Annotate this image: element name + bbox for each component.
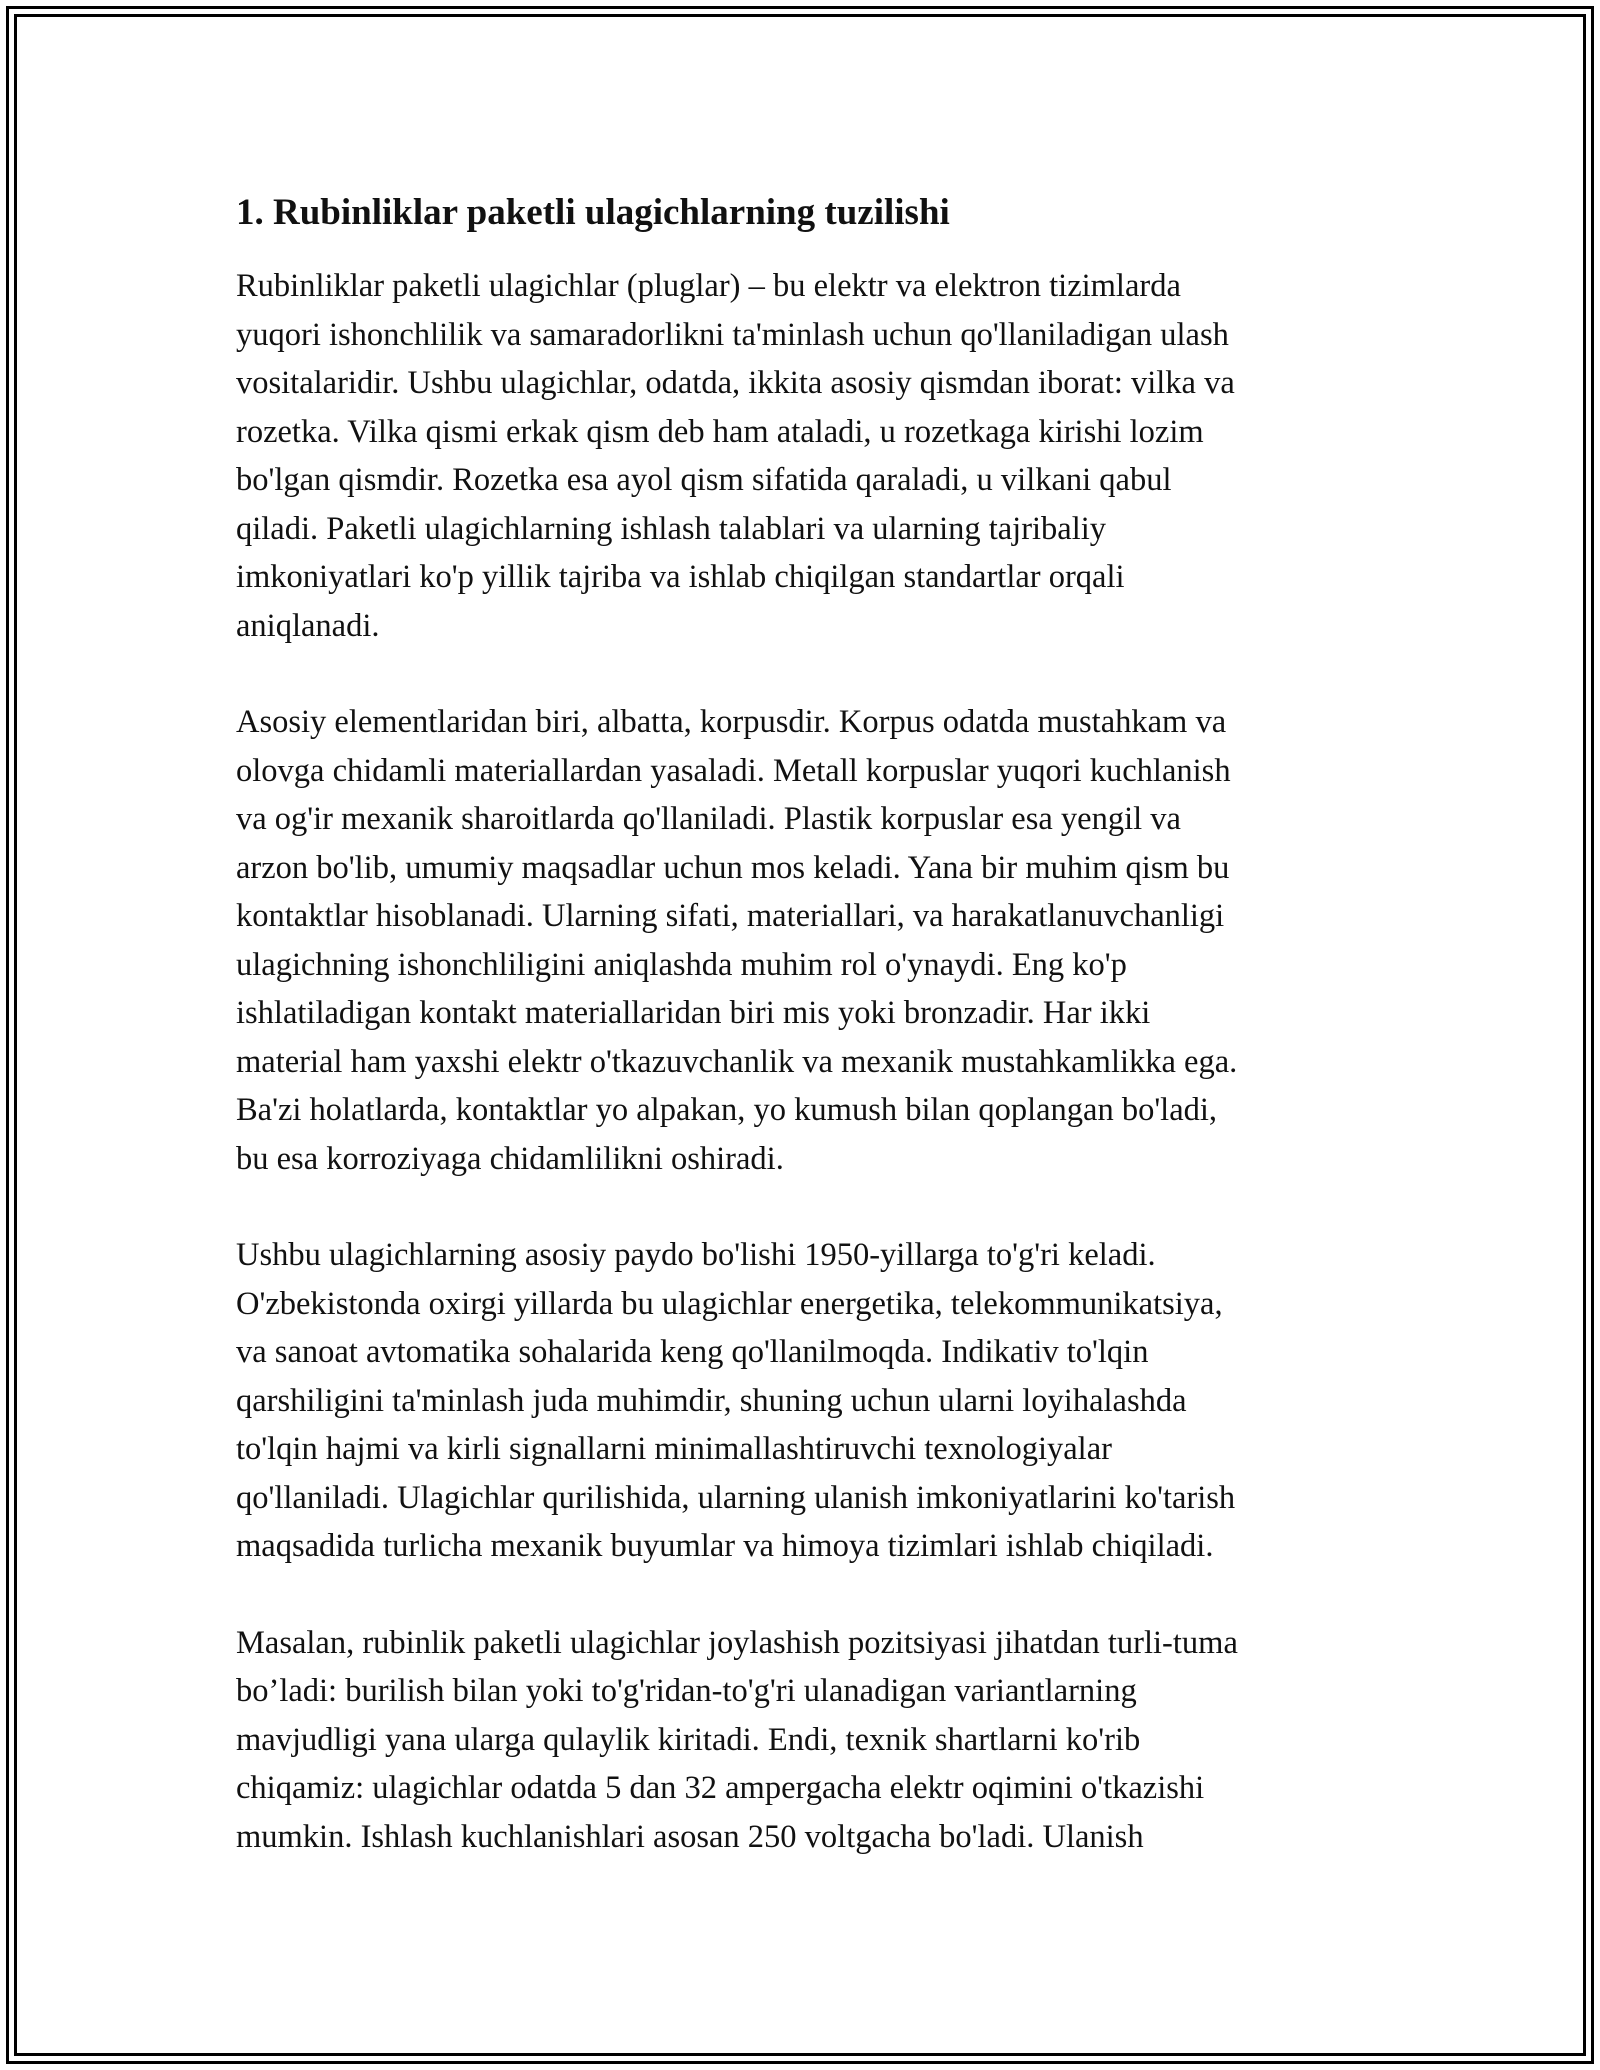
text-line: Asosiy elementlaridan biri, albatta, korpusdir. Korpus odatda mustahkam va: [236, 704, 1227, 740]
text-line: kontaktlar hisoblanadi. Ularning sifati, materiallari, va harakatlanuvchanligi: [236, 898, 1225, 934]
document-body: [236, 188, 1384, 1909]
paragraph-4: [236, 1619, 1384, 1862]
text-line: bo’ladi: burilish bilan yoki to'g'ridan-to'g'ri ulanadigan variantlarning: [236, 1673, 1137, 1709]
text-line: mumkin. Ishlash kuchlanishlari asosan 250 voltgacha bo'ladi. Ulanish: [236, 1818, 1144, 1855]
text-line: qo'llaniladi. Ulagichlar qurilishida, ularning ulanish imkoniyatlarini ko'tarish: [236, 1479, 1236, 1516]
text-line: yuqori ishonchlilik va samaradorlikni ta'minlash uchun qo'llaniladigan ulash: [236, 316, 1229, 353]
text-line: ishlatiladigan kontakt materiallaridan biri mis yoki bronzadir. Har ikki: [236, 995, 1151, 1031]
paragraph-3: [236, 1231, 1384, 1571]
text-line: qarshiligini ta'minlash juda muhimdir, shuning uchun ularni loyihalashda: [236, 1382, 1187, 1419]
text-line: bo'lgan qismdir. Rozetka esa ayol qism sifatida qaraladi, u vilkani qabul: [236, 462, 1172, 498]
text-line: va og'ir mexanik sharoitlarda qo'llaniladi. Plastik korpuslar esa yengil va: [236, 801, 1181, 837]
text-line: mavjudligi yana ularga qulaylik kiritadi. Endi, texnik shartlarni ko'rib: [236, 1721, 1141, 1758]
text-line: aniqlanadi.: [236, 607, 380, 644]
text-line: material ham yaxshi elektr o'tkazuvchanlik va mexanik mustahkamlikka ega.: [236, 1043, 1238, 1080]
text-line: to'lqin hajmi va kirli signallarni minimallashtiruvchi texnologiyalar: [236, 1431, 1112, 1467]
text-line: vositalaridir. Ushbu ulagichlar, odatda, ikkita asosiy qismdan iborat: vilka va: [236, 365, 1235, 401]
text-line: Ba'zi holatlarda, kontaktlar yo alpakan, yo kumush bilan qoplangan bo'ladi,: [236, 1092, 1218, 1128]
text-line: Rubinliklar paketli ulagichlar (pluglar) – bu elektr va elektron tizimlarda: [236, 268, 1181, 304]
text-line: olovga chidamli materiallardan yasaladi. Metall korpuslar yuqori kuchlanish: [236, 752, 1231, 789]
text-line: imkoniyatlari ko'p yillik tajriba va ishlab chiqilgan standartlar orqali: [236, 559, 1125, 595]
text-line: O'zbekistonda oxirgi yillarda bu ulagichlar energetika, telekommunikatsiya,: [236, 1285, 1223, 1322]
paragraph-2: [236, 698, 1384, 1183]
section-heading: 1. Rubinliklar paketli ulagichlarning tuzilishi: [236, 192, 950, 233]
text-line: Masalan, rubinlik paketli ulagichlar joylashish pozitsiyasi jihatdan turli-tuma: [236, 1624, 1238, 1661]
text-line: Ushbu ulagichlarning asosiy paydo bo'lishi 1950-yillarga to'g'ri keladi.: [236, 1237, 1156, 1273]
text-line: qiladi. Paketli ulagichlarning ishlash talablari va ularning tajribaliy: [236, 510, 1107, 547]
text-line: arzon bo'lib, umumiy maqsadlar uchun mos keladi. Yana bir muhim qism bu: [236, 849, 1230, 886]
paragraph-1: [236, 262, 1384, 650]
text-line: ulagichning ishonchliligini aniqlashda muhim rol o'ynaydi. Eng ko'p: [236, 946, 1127, 983]
text-line: chiqamiz: ulagichlar odatda 5 dan 32 ampergacha elektr oqimini o'tkazishi: [236, 1770, 1205, 1806]
text-line: rozetka. Vilka qismi erkak qism deb ham ataladi, u rozetkaga kirishi lozim: [236, 413, 1204, 450]
text-line: maqsadida turlicha mexanik buyumlar va himoya tizimlari ishlab chiqiladi.: [236, 1528, 1214, 1564]
text-line: bu esa korroziyaga chidamlilikni oshiradi.: [236, 1140, 784, 1177]
text-line: va sanoat avtomatika sohalarida keng qo'llanilmoqda. Indikativ to'lqin: [236, 1334, 1149, 1370]
